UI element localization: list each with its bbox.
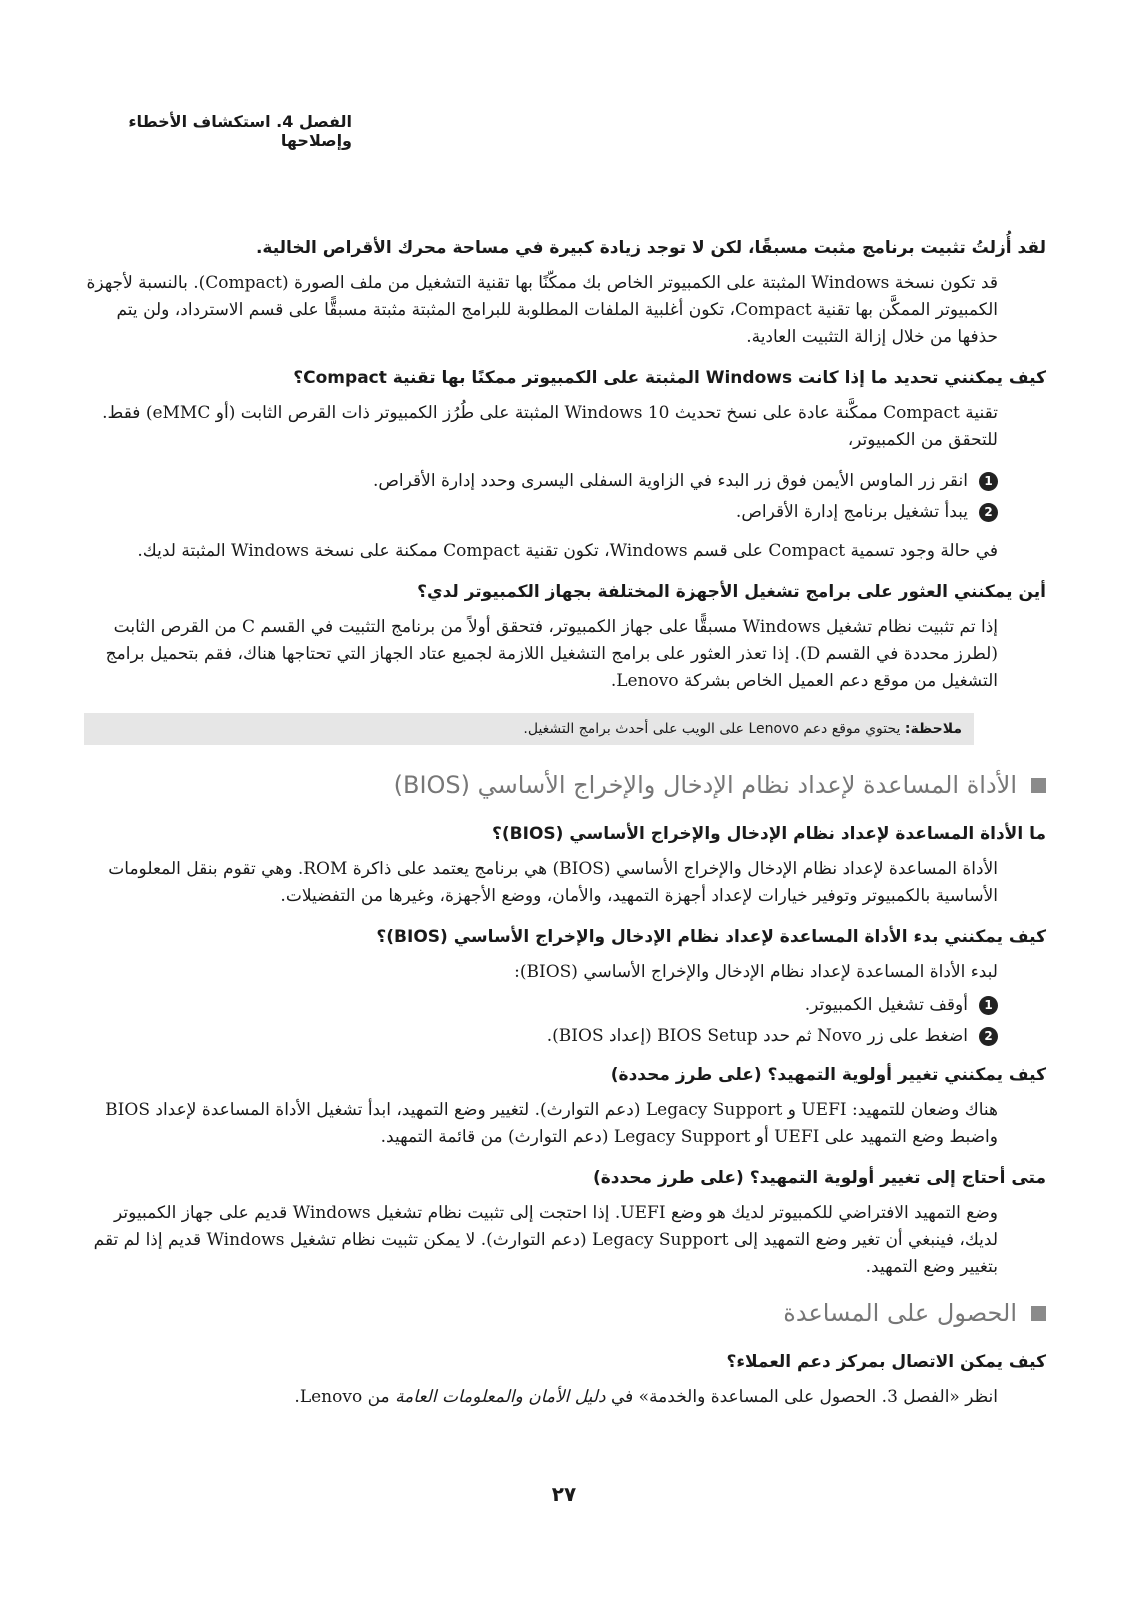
section-heading-help bbox=[84, 1299, 1046, 1327]
note-text: يحتوي موقع دعم Lenovo على الويب على أحدث برامج التشغيل. bbox=[523, 721, 901, 737]
step-text: يبدأ تشغيل برنامج إدارة الأقراص. bbox=[735, 502, 968, 522]
answer-boot-priority: هناك وضعان للتمهيد: UEFI و Legacy Support (دعم التوارث). لتغيير وضع التمهيد، ابدأ تشغيل الأداة المساعدة لإعداد BIOS واضبط وضع التمهيد على UEFI أو Legacy Support (دعم التوارث) من قائمة التمهيد. bbox=[105, 1100, 998, 1147]
question-drivers: أين يمكنني العثور على برامج تشغيل الأجهزة المختلفة بجهاز الكمبيوتر لدي؟ bbox=[417, 582, 1046, 602]
answer-start-bios: لبدء الأداة المساعدة لإعداد نظام الإدخال والإخراج الأساسي (BIOS): bbox=[514, 962, 998, 982]
answer-what-bios: الأداة المساعدة لإعداد نظام الإدخال والإخراج الأساسي (BIOS) هي برنامج يعتمد على ذاكرة ROM. وهي تقوم بنقل المعلومات الأساسية بالكمبيوتر وتوفير خيارات لإعداد أجهزة التمهيد، والأمان، ووضع الأجهزة، وغيرها من التفضيلات. bbox=[108, 859, 998, 906]
answer-contact-support bbox=[84, 1384, 998, 1411]
answer-compact-check: تقنية Compact ممكَّنة عادة على نسخ تحديث Windows 10 المثبتة على طُرُز الكمبيوتر ذات القرص الثابت (أو eMMC) فقط. للتحقق من الكمبيوتر، bbox=[102, 403, 998, 450]
note-box bbox=[84, 713, 974, 745]
question-start-bios: كيف يمكنني بدء الأداة المساعدة لإعداد نظام الإدخال والإخراج الأساسي (BIOS)؟ bbox=[376, 927, 1046, 947]
answer-when-boot-priority: وضع التمهيد الافتراضي للكمبيوتر لديك هو وضع UEFI. إذا احتجت إلى تثبيت نظام تشغيل Windows قديم على جهاز الكمبيوتر لديك، فينبغي أن تغير وضع التمهيد إلى Legacy Support (دعم التوارث). لا يمكن تثبيت نظام تشغيل Windows قديم إذا لم تقم بتغيير وضع التمهيد. bbox=[93, 1203, 998, 1277]
chapter-header: الفصل 4. استكشاف الأخطاء وإصلاحها bbox=[128, 112, 352, 150]
step-item bbox=[84, 992, 998, 1019]
page-content bbox=[84, 235, 1046, 1425]
answer-drivers: إذا تم تثبيت نظام تشغيل Windows مسبقًّا على جهاز الكمبيوتر، فتحقق أولاً من برنامج التثبيت في القسم C من القرص الثابت (لطرز محددة في القسم D). إذا تعذر العثور على برامج التشغيل اللازمة لجميع عتاد الجهاز التي تحتاجها هناك، فقم بتحميل برامج التشغيل من موقع دعم العميل الخاص بشركة Lenovo. bbox=[105, 617, 998, 691]
step-text: انقر زر الماوس الأيمن فوق زر البدء في الزاوية السفلى اليسرى وحدد إدارة الأقراص. bbox=[372, 471, 968, 491]
step-text: أوقف تشغيل الكمبيوتر. bbox=[804, 995, 968, 1015]
step-number-badge: 2 bbox=[979, 503, 998, 522]
answer-text-end: من Lenovo. bbox=[294, 1387, 396, 1407]
step-item bbox=[84, 1023, 998, 1050]
bios-steps bbox=[84, 992, 998, 1050]
answer-text-start: انظر «الفصل 3. الحصول على المساعدة والخدمة» في bbox=[605, 1387, 998, 1407]
question-what-bios: ما الأداة المساعدة لإعداد نظام الإدخال والإخراج الأساسي (BIOS)؟ bbox=[492, 824, 1046, 844]
step-number-badge: 2 bbox=[979, 1027, 998, 1046]
section-heading-bios bbox=[84, 771, 1046, 799]
question-contact-support: كيف يمكن الاتصال بمركز دعم العملاء؟ bbox=[726, 1352, 1046, 1372]
compact-result: في حالة وجود تسمية Compact على قسم Windows، تكون تقنية Compact ممكنة على نسخة Windows المثبتة لديك. bbox=[137, 541, 998, 561]
section-title: الحصول على المساعدة bbox=[783, 1299, 1017, 1327]
page-number: ٢٧ bbox=[551, 1482, 577, 1506]
question-boot-priority: كيف يمكنني تغيير أولوية التمهيد؟ (على طرز محددة) bbox=[610, 1065, 1046, 1085]
step-item bbox=[84, 468, 998, 495]
question-compact-check: كيف يمكنني تحديد ما إذا كانت Windows المثبتة على الكمبيوتر ممكنًا بها تقنية Compact؟ bbox=[293, 368, 1046, 388]
square-bullet-icon bbox=[1031, 778, 1046, 793]
square-bullet-icon bbox=[1031, 1306, 1046, 1321]
section-title: الأداة المساعدة لإعداد نظام الإدخال والإخراج الأساسي (BIOS) bbox=[393, 771, 1017, 799]
step-number-badge: 1 bbox=[979, 996, 998, 1015]
question-freed-space: لقد أُزلتُ تثبيت برنامج مثبت مسبقًا، لكن لا توجد زيادة كبيرة في مساحة محرك الأقراص الخالية. bbox=[255, 238, 1046, 258]
step-number-badge: 1 bbox=[979, 472, 998, 491]
compact-steps bbox=[84, 468, 998, 526]
step-text: اضغط على زر Novo ثم حدد BIOS Setup (إعداد BIOS). bbox=[546, 1026, 968, 1046]
step-item bbox=[84, 499, 998, 526]
safety-guide-title: دليل الأمان والمعلومات العامة bbox=[395, 1387, 606, 1407]
question-when-boot-priority: متى أحتاج إلى تغيير أولوية التمهيد؟ (على طرز محددة) bbox=[592, 1168, 1046, 1188]
note-label: ملاحظة: bbox=[904, 721, 962, 737]
answer-freed-space: قد تكون نسخة Windows المثبتة على الكمبيوتر الخاص بك ممكّنًا بها تقنية التشغيل من ملف الصورة (Compact). بالنسبة لأجهزة الكمبيوتر الممكَّن بها تقنية Compact، تكون أغلبية الملفات المطلوبة للبرامج المثبتة مثبتة مسبقًّا على قسم الاسترداد، ولن يتم حذفها من خلال إزالة التثبيت العادية. bbox=[86, 273, 998, 347]
